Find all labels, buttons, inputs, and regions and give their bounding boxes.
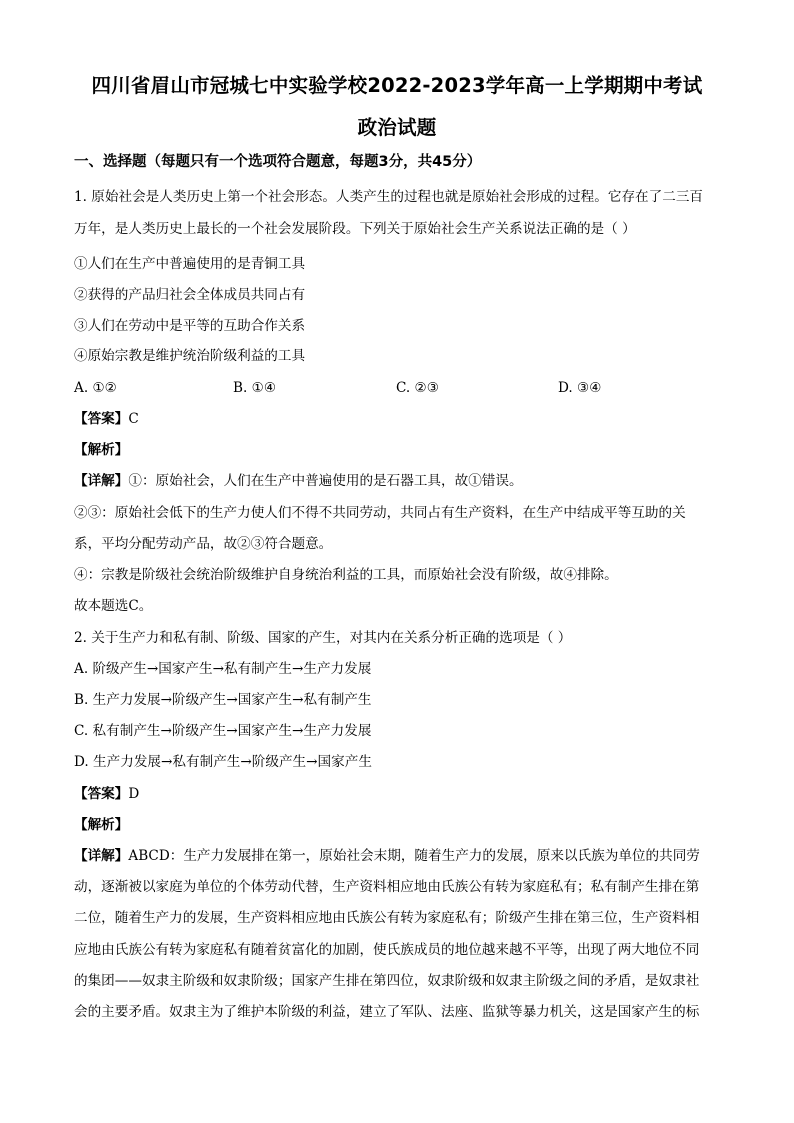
q2-option-a: A. 阶级产生→国家产生→私有制产生→生产力发展: [74, 661, 372, 677]
q1-statement-2: ②获得的产品归社会全体成员共同占有: [74, 287, 306, 303]
q1-analysis-row: [74, 440, 734, 460]
q2-detail-line3: 二位，随着生产力的发展，生产资料相应地由氏族公有转为家庭私有；阶级产生排在第三位，生产资料相: [74, 910, 700, 926]
q2-detail-line6: 会的主要矛盾。奴隶主为了维护本阶级的利益，建立了军队、法座、监狱等暴力机关，这是国家产生的标: [74, 1004, 700, 1020]
q2-detail-line2: 动，逐渐被以家庭为单位的个体劳动代替，生产资料相应地由氏族公有转为家庭私有；私有制产生排在第: [74, 879, 700, 895]
q1-statement-1: ①人们在生产中普遍使用的是青铜工具: [74, 256, 306, 272]
q1-stem-line1: 1. 原始社会是人类历史上第一个社会形态。人类产生的过程也就是原始社会形成的过程。它存在了二三百: [74, 189, 704, 205]
q1-option-c: C. ②③: [396, 380, 439, 396]
q1-statement-4: ④原始宗教是维护统治阶级利益的工具: [74, 348, 306, 364]
q1-answer-row: [74, 409, 734, 429]
q2-answer-row: [74, 784, 734, 804]
q1-conclusion: 故本题选C。: [74, 598, 153, 614]
q1-detail-line1: ①：原始社会，人们在生产中普遍使用的是石器工具，故①错误。: [128, 473, 523, 489]
section-heading: 一、选择题（每题只有一个选项符合题意，每题3分，共45分）: [74, 154, 482, 170]
q1-detail-line3: 系，平均分配劳动产品，故②③符合题意。: [74, 536, 333, 552]
q2-answer: D: [128, 786, 140, 802]
q1-answer: C: [128, 411, 139, 427]
q1-option-b: B. ①④: [233, 380, 277, 396]
q2-answer-tag: 【答案】: [74, 786, 129, 802]
q2-option-c: C. 私有制产生→阶级产生→国家产生→生产力发展: [74, 723, 372, 739]
q2-detail-line1: ABCD：生产力发展排在第一，原始社会末期，随着生产力的发展，原来以氏族为单位的共同劳: [128, 848, 700, 864]
q1-detail-line4: ④：宗教是阶级社会统治阶级维护自身统治利益的工具，而原始社会没有阶级，故④排除。: [74, 567, 618, 583]
q2-detail-line5: 的集团——奴隶主阶级和奴隶阶级；国家产生排在第四位，奴隶阶级和奴隶主阶级之间的矛盾，是奴隶社: [74, 973, 700, 989]
q1-option-a: A. ①②: [74, 380, 117, 396]
q2-stem: 2. 关于生产力和私有制、阶级、国家的产生，对其内在关系分析正确的选项是（ ）: [74, 630, 572, 646]
q1-statement-3: ③人们在劳动中是平等的互助合作关系: [74, 318, 306, 334]
q1-analysis-tag: 【解析】: [74, 442, 129, 458]
q2-option-b: B. 生产力发展→阶级产生→国家产生→私有制产生: [74, 692, 372, 708]
q2-detail-line4: 应地由氏族公有转为家庭私有随着贫富化的加剧，使氏族成员的地位越来越不平等，出现了两大地位不同: [74, 942, 700, 958]
exam-title: 四川省眉山市冠城七中实验学校2022-2023学年高一上学期期中考试: [91, 74, 703, 97]
q2-option-d: D. 生产力发展→私有制产生→阶级产生→国家产生: [74, 754, 372, 770]
q2-detail-row1: [74, 846, 734, 866]
q1-detail-line2: ②③：原始社会低下的生产力使人们不得不共同劳动，共同占有生产资料，在生产中结成平等互助的关: [74, 505, 686, 521]
q1-option-d: D. ③④: [558, 380, 602, 396]
q2-detail-tag: 【详解】: [74, 848, 129, 864]
q1-stem-line2: 万年，是人类历史上最长的一个社会发展阶段。下列关于原始社会生产关系说法正确的是（ ）: [74, 221, 636, 237]
q1-answer-tag: 【答案】: [74, 411, 129, 427]
q1-detail-row1: [74, 471, 734, 491]
exam-subtitle: 政治试题: [357, 116, 437, 139]
q1-detail-tag: 【详解】: [74, 473, 129, 489]
q2-analysis-tag: 【解析】: [74, 817, 129, 833]
q2-analysis-row: [74, 815, 734, 835]
